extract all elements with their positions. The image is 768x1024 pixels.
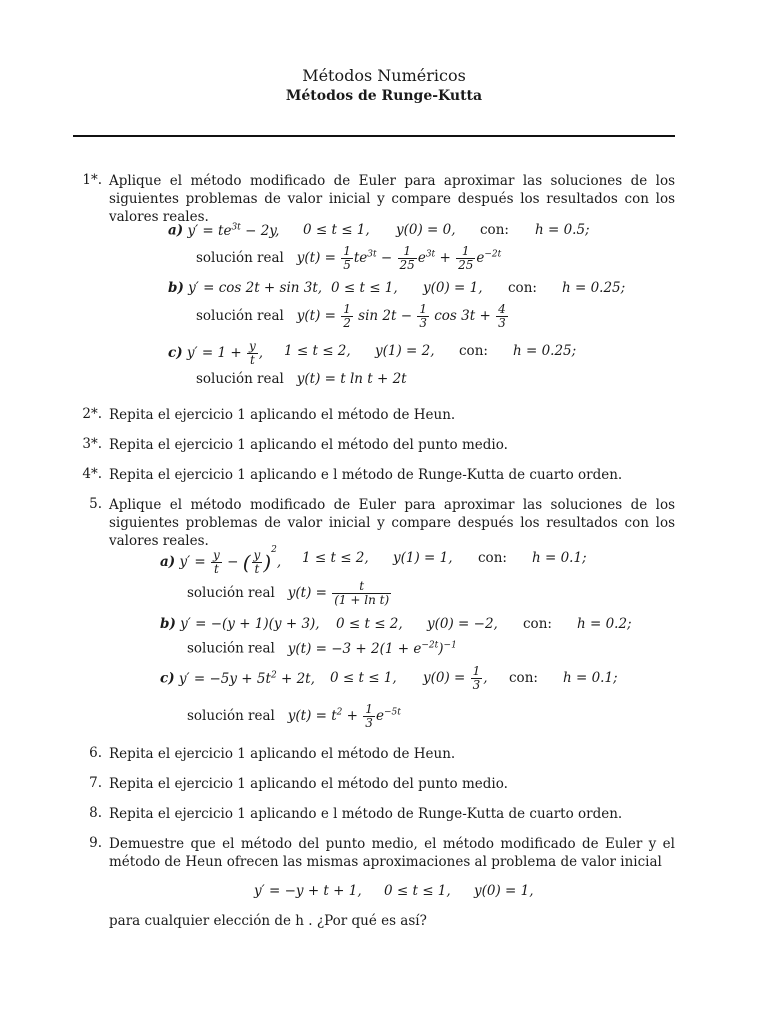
initial-condition: y(0) = 0,	[396, 222, 456, 238]
solution-label: solución real	[187, 708, 275, 724]
problem-label: b)	[160, 616, 176, 632]
initial-condition: y(0) = 1,	[474, 883, 534, 899]
problem-label: c)	[168, 345, 183, 361]
problem-1a	[168, 222, 279, 239]
ode: $y' = te^{3t} - 2y$,	[187, 222, 280, 239]
problem-label: c)	[160, 670, 175, 687]
problem-1b	[168, 280, 322, 296]
interval: 1 ≤ t ≤ 2,	[284, 343, 351, 359]
step-size: h = 0.1;	[532, 550, 587, 566]
initial-condition: y(0) = $\frac{1}{3}$ ,	[423, 664, 488, 692]
solution-1c	[196, 371, 407, 387]
solution-formula: $y(t) = t^2$ + $\frac{1}{3}$ $e^{-5t}$	[287, 702, 401, 730]
exercise-text: Repita el ejercicio 1 aplicando el método del punto medio.	[109, 776, 508, 792]
exercise-number: 7.	[89, 775, 102, 791]
con-label: con:	[480, 222, 509, 238]
solution-label: solución real	[196, 250, 284, 266]
step-size: h = 0.2;	[577, 616, 632, 632]
problem-1c	[168, 340, 263, 367]
con-label: con:	[509, 670, 538, 686]
ode: y′ = cos 2t + sin 3t,	[188, 280, 323, 296]
solution-1b	[196, 303, 509, 330]
exercise-text: Repita el ejercicio 1 aplicando el método de Heun.	[109, 746, 456, 762]
problem-label: a)	[160, 554, 176, 570]
document-subtitle: Métodos de Runge-Kutta	[285, 88, 483, 104]
problem-label: a)	[168, 222, 184, 239]
interval: 0 ≤ t ≤ 1,	[331, 280, 398, 296]
interval: 1 ≤ t ≤ 2,	[302, 550, 369, 566]
exercise-text: Repita el ejercicio 1 aplicando el método de Heun.	[109, 407, 456, 423]
solution-label: solución real	[187, 640, 275, 657]
ode: y′ = $\frac{y}{t}$ − ( $\frac{y}{t}$ )$^2$,	[179, 545, 282, 576]
interval: 0 ≤ t ≤ 1,	[384, 883, 451, 899]
exercise-number: 6.	[89, 745, 102, 761]
exercise-number: 4*.	[82, 466, 102, 482]
interval: 0 ≤ t ≤ 2,	[336, 616, 403, 632]
con-label: con:	[523, 616, 552, 632]
exercise-number: 1*.	[82, 172, 102, 188]
problem-5c	[160, 670, 315, 687]
exercise-text: Aplique el método modificado de Euler para aproximar las soluciones de los siguientes problemas de valor inicial y compare después los resultados con los valores reales.	[109, 173, 675, 225]
ode: $y' = -5y + 5t^2 + 2t$,	[178, 670, 315, 687]
con-label: con:	[459, 343, 488, 359]
initial-condition: y(1) = 2,	[375, 343, 435, 359]
interval: 0 ≤ t ≤ 1,	[303, 222, 370, 238]
con-label: con:	[478, 550, 507, 566]
exercise-text: Aplique el método modificado de Euler para aproximar las soluciones de los siguientes problemas de valor inicial y compare después los resultados con los valores reales.	[109, 497, 675, 549]
ode: y′ = 1 + $\frac{y}{t}$ ,	[186, 339, 264, 367]
solution-formula: y(t) = t ln t + 2t	[296, 371, 407, 387]
exercise-number: 9.	[89, 835, 102, 851]
solution-formula: y(t) = $\frac{1}{2}$ sin 2t − $\frac{1}{3}$ cos 3t + $\frac{4}{3}$	[296, 302, 506, 330]
solution-formula: y(t) = $\frac{t}{\text{(1 + ln t)}}$	[287, 579, 390, 607]
solution-label: solución real	[196, 308, 284, 324]
initial-condition: y(1) = 1,	[393, 550, 453, 566]
con-label: con:	[508, 280, 537, 296]
solution-5a	[187, 580, 392, 607]
exercise-closing: para cualquier elección de h . ¿Por qué es así?	[109, 913, 427, 929]
exercise-text: Demuestre que el método del punto medio, el método modificado de Euler y el método de Heun ofrecen las mismas aproximaciones al problema de valor inicial	[109, 836, 675, 870]
solution-1a	[196, 245, 501, 272]
problem-5a	[160, 545, 281, 576]
exercise-number: 3*.	[82, 436, 102, 452]
header-rule	[73, 135, 675, 137]
problem-5b	[160, 616, 320, 632]
step-size: h = 0.1;	[563, 670, 618, 686]
exercise-text: Repita el ejercicio 1 aplicando e l método de Runge-Kutta de cuarto orden.	[109, 467, 623, 483]
ode: y′ = −(y + 1)(y + 3),	[180, 616, 320, 632]
solution-formula: $y(t) = -3 + 2(1 + e^{-2t})^{-1}$	[287, 640, 457, 657]
initial-condition: y(0) = 1,	[423, 280, 483, 296]
solution-5c	[187, 703, 401, 730]
document-title: Métodos Numéricos	[302, 66, 466, 85]
step-size: h = 0.5;	[535, 222, 590, 238]
step-size: h = 0.25;	[513, 343, 577, 359]
initial-condition: y(0) = −2,	[427, 616, 498, 632]
problem-label: b)	[168, 280, 184, 296]
exercise-text: Repita el ejercicio 1 aplicando el método del punto medio.	[109, 437, 508, 453]
exercise-text: Repita el ejercicio 1 aplicando e l método de Runge-Kutta de cuarto orden.	[109, 806, 623, 822]
exercise-number: 5.	[89, 496, 102, 512]
step-size: h = 0.25;	[562, 280, 626, 296]
solution-formula: y(t) = $\frac{1}{5}$ $te^{3t}$ − $\frac{1}{25}$ $e^{3t}$ + $\frac{1}{25}$ $e^{-2t}$	[296, 244, 502, 272]
ode: y′ = −y + t + 1,	[254, 883, 362, 899]
solution-5b	[187, 640, 457, 657]
solution-label: solución real	[187, 585, 275, 601]
solution-label: solución real	[196, 371, 284, 387]
exercise-number: 8.	[89, 805, 102, 821]
exercise-number: 2*.	[82, 406, 102, 422]
interval: 0 ≤ t ≤ 1,	[330, 670, 397, 686]
